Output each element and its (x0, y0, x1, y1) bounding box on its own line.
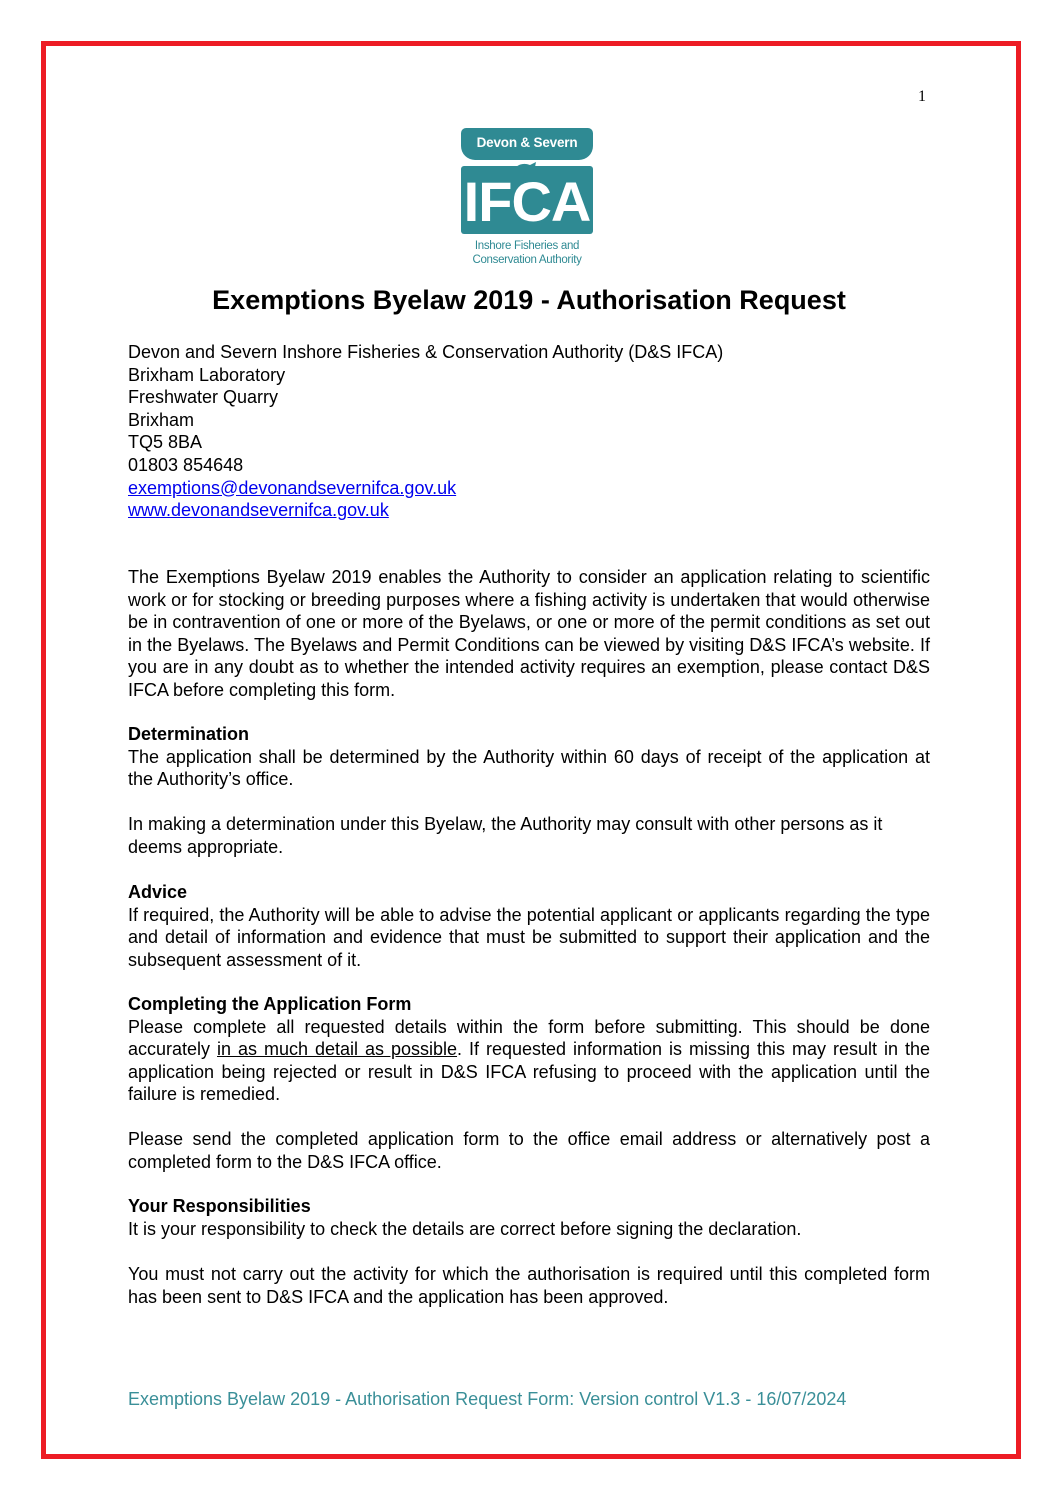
advice-heading: Advice (128, 882, 188, 902)
determination-paragraph-1: The application shall be determined by the Authority within 60 days of receipt of the application at the Authority’s office. (128, 746, 930, 790)
completing-section (128, 993, 930, 1106)
address-block (128, 341, 723, 522)
responsibilities-heading: Your Responsibilities (128, 1196, 311, 1216)
ifca-logo (458, 128, 596, 274)
address-line-3: Brixham (128, 409, 195, 430)
completing-text-underlined: in as much detail as possible (217, 1039, 458, 1060)
completing-text-start: Please complete all requested details within the form before submitting. This should be done accurately (128, 1016, 930, 1060)
document-title: Exemptions Byelaw 2019 - Authorisation Request (212, 285, 846, 315)
determination-paragraph-2: In making a determination under this Byelaw, the Authority may consult with other persons as it deems appropriate. (128, 814, 883, 857)
address-org: Devon and Severn Inshore Fisheries & Conservation Authority (D&S IFCA) (128, 342, 724, 362)
determination-heading: Determination (128, 724, 250, 744)
responsibilities-paragraph-2: You must not carry out the activity for which the authorisation is required until this completed form has been sent to D&S IFCA and the application has been approved. (128, 1264, 930, 1307)
logo-sub-line-2: Conservation Authority (472, 254, 582, 266)
address-line-1: Brixham Laboratory (128, 364, 286, 385)
intro-paragraph: The Exemptions Byelaw 2019 enables the Authority to consider an application relating to scientific work or for stocking or breeding purposes where a fishing activity is undertaken that would otherwise be in contravention of one or more of the Byelaws, or one or more of the permit conditions as set out in the Byelaws. The Byelaws and Permit Conditions can be viewed by visiting D&S IFCA’s website. If you are in any doubt as to whether the intended activity requires an exemption, please contact D&S IFCA before completing this form. (128, 567, 930, 700)
address-postcode: TQ5 8BA (128, 432, 203, 453)
email-link[interactable]: exemptions@devonandsevernifca.gov.uk (128, 477, 457, 498)
completing-heading: Completing the Application Form (128, 994, 412, 1014)
logo-top-text: Devon & Severn (461, 128, 593, 160)
address-phone: 01803 854648 (128, 454, 244, 475)
responsibilities-section-2 (128, 1263, 930, 1308)
responsibilities-paragraph-1: It is your responsibility to check the details are correct before signing the declaration. (128, 1218, 802, 1239)
logo-sub-line-1: Inshore Fisheries and (474, 240, 580, 252)
completing-section-2 (128, 1128, 930, 1173)
footer-version: Exemptions Byelaw 2019 - Authorisation Request Form: Version control V1.3 - 16/07/2024 (128, 1389, 847, 1409)
determination-section (128, 723, 930, 791)
completing-paragraph-1 (128, 1016, 930, 1106)
website-link[interactable]: www.devonandsevernifca.gov.uk (128, 500, 389, 521)
intro-section (128, 566, 930, 702)
logo-subtitle (458, 239, 596, 267)
advice-paragraph: If required, the Authority will be able to advise the potential applicant or applicants regarding the type and detail of information and evidence that must be submitted to support their application and the subsequent assessment of it. (128, 904, 930, 970)
logo-main-text: IFCA (461, 166, 593, 234)
completing-text-end: . If requested information is missing this may result in the application being rejected or result in D&S IFCA refusing to proceed with the application until the failure is remedied. (128, 1039, 930, 1105)
completing-paragraph-2: Please send the completed application form to the office email address or alternatively post a completed form to the D&S IFCA office. (128, 1129, 930, 1172)
address-line-2: Freshwater Quarry (128, 387, 279, 408)
page-number: 1 (918, 88, 926, 105)
determination-section-2 (128, 813, 918, 858)
responsibilities-section (128, 1195, 930, 1240)
advice-section (128, 881, 930, 971)
